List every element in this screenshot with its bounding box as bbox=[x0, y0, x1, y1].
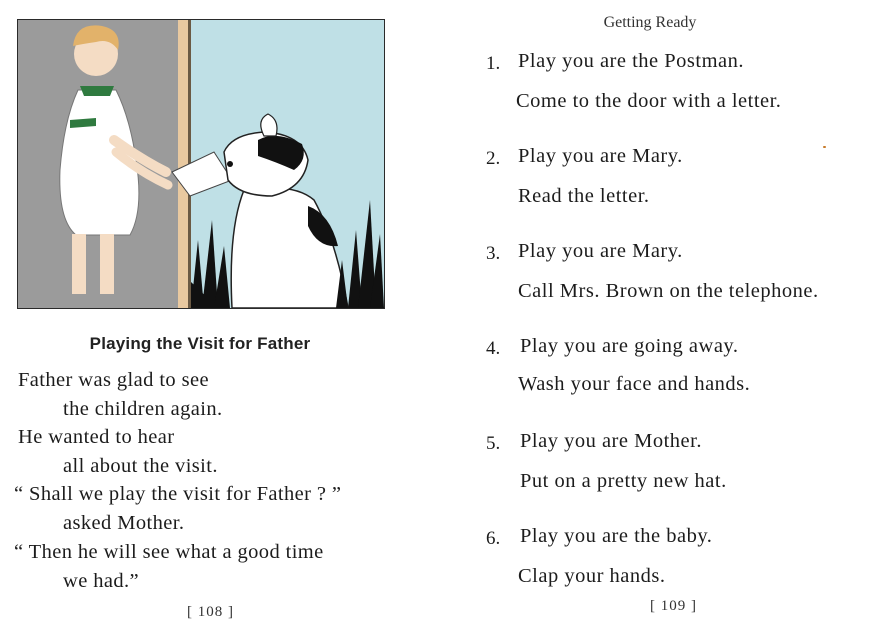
story-heading: Playing the Visit for Father bbox=[89, 334, 311, 353]
right-page bbox=[430, 0, 874, 637]
item-line: Play you are the baby. bbox=[520, 525, 713, 547]
paper-speck bbox=[823, 146, 826, 148]
item-line: Clap your hands. bbox=[518, 565, 666, 587]
item-line: Play you are going away. bbox=[520, 335, 739, 357]
story-line: the children again. bbox=[63, 398, 223, 420]
story-line: all about the visit. bbox=[63, 455, 218, 477]
story-line: “ Then he will see what a good time bbox=[14, 541, 324, 563]
story-line: Father was glad to see bbox=[18, 369, 209, 391]
child-handing-letter-to-dog-illustration bbox=[17, 19, 385, 309]
item-line: Play you are Mary. bbox=[518, 240, 683, 262]
item-line: Play you are Mary. bbox=[518, 145, 683, 167]
story-line: “ Shall we play the visit for Father ? ” bbox=[14, 483, 342, 505]
item-line: Come to the door with a letter. bbox=[516, 90, 782, 112]
item-line: Put on a pretty new hat. bbox=[520, 470, 727, 492]
story-line: He wanted to hear bbox=[18, 426, 175, 448]
item-number: 3. bbox=[486, 243, 501, 264]
story-line: asked Mother. bbox=[63, 512, 185, 534]
left-page bbox=[0, 0, 430, 637]
item-number: 1. bbox=[486, 53, 501, 74]
item-line: Read the letter. bbox=[518, 185, 650, 207]
item-line: Play you are Mother. bbox=[520, 430, 702, 452]
item-line: Call Mrs. Brown on the telephone. bbox=[518, 280, 819, 302]
item-number: 2. bbox=[486, 148, 501, 169]
item-number: 5. bbox=[486, 433, 501, 454]
item-line: Wash your face and hands. bbox=[518, 373, 751, 395]
item-number: 6. bbox=[486, 528, 501, 549]
story-line: we had.” bbox=[63, 570, 140, 592]
item-number: 4. bbox=[486, 338, 501, 359]
page-number: [ 109 ] bbox=[650, 598, 697, 614]
item-line: Play you are the Postman. bbox=[518, 50, 745, 72]
page-number: [ 108 ] bbox=[187, 604, 234, 620]
running-head: Getting Ready bbox=[603, 14, 697, 31]
